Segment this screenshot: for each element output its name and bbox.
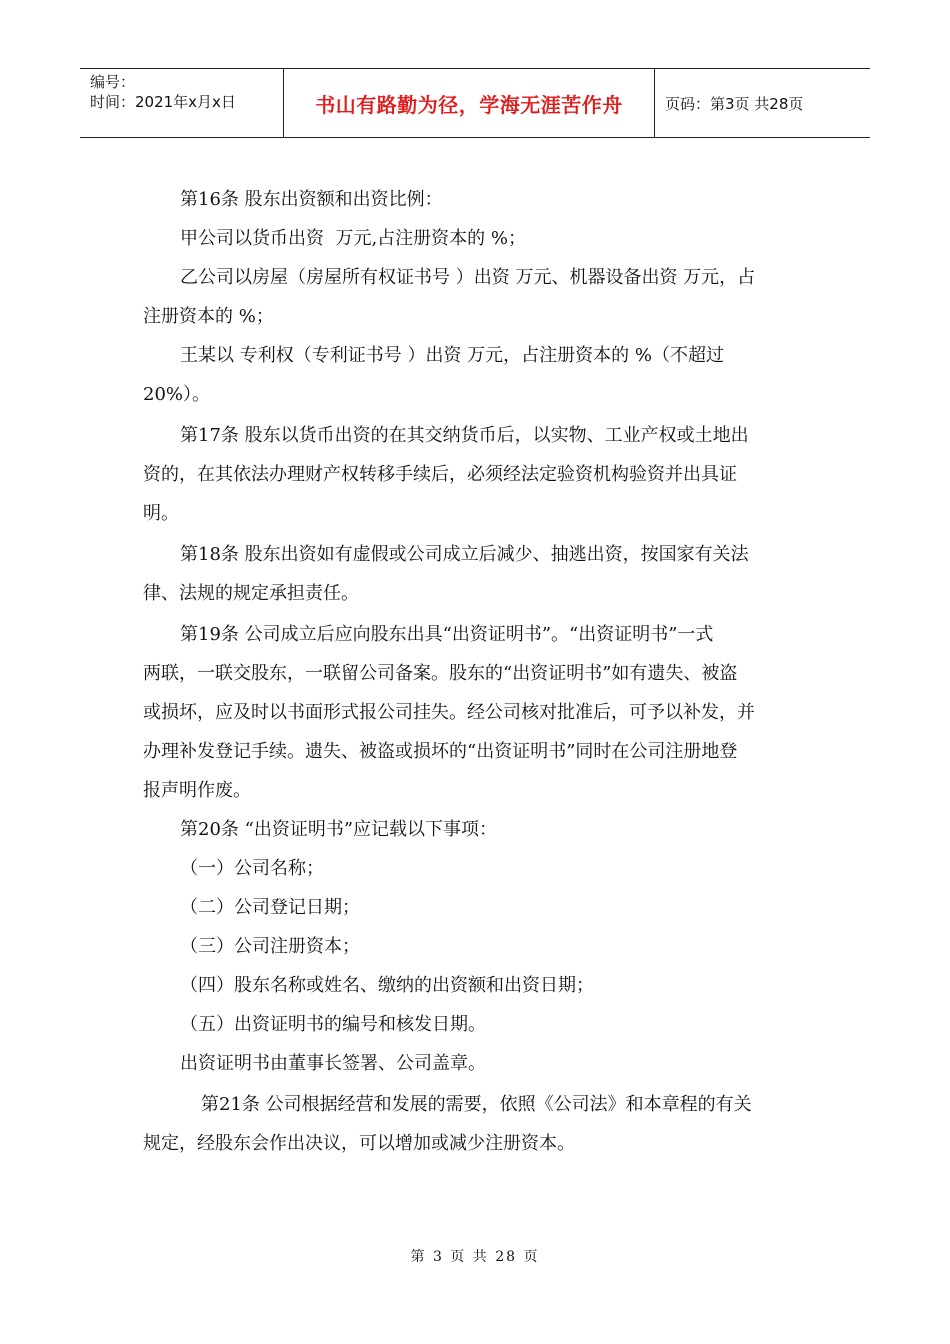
document-time-label: 时间：2021年x月x日 <box>90 93 236 111</box>
article-17-line-3: 明。 <box>143 503 179 524</box>
article-19-line-4: 办理补发登记手续。遗失、被盗或损坏的“出资证明书”同时在公司注册地登 <box>143 741 738 762</box>
document-body <box>143 180 805 1163</box>
article-20-item-4: （四）股东名称或姓名、缴纳的出资额和出资日期； <box>180 975 594 996</box>
article-19-line-5: 报声明作废。 <box>143 780 251 801</box>
document-number-label: 编号： <box>90 73 136 91</box>
article-16-item-c-line-1: 王某以 专利权（专利证书号 ）出资 万元，占注册资本的 %（不超过 <box>180 345 724 366</box>
article-20-item-1: （一）公司名称； <box>180 858 324 879</box>
article-17-line-1: 第17条 股东以货币出资的在其交纳货币后，以实物、工业产权或土地出 <box>180 425 749 446</box>
article-20-title: 第20条 “出资证明书”应记载以下事项： <box>180 819 498 840</box>
article-20-item-3: （三）公司注册资本； <box>180 936 360 957</box>
article-16-item-a: 甲公司以货币出资 万元,占注册资本的 %； <box>180 228 526 249</box>
header-page-info: 页码：第3页 共28页 <box>665 94 804 113</box>
header-motto: 书山有路勤为径，学海无涯苦作舟 <box>315 92 623 117</box>
article-16-item-c-line-2: 20%）。 <box>143 384 211 405</box>
article-18-line-1: 第18条 股东出资如有虚假或公司成立后减少、抽逃出资，按国家有关法 <box>180 544 749 565</box>
article-19-line-1: 第19条 公司成立后应向股东出具“出资证明书”。“出资证明书”一式 <box>180 624 714 645</box>
article-21-line-1: 第21条 公司根据经营和发展的需要，依照《公司法》和本章程的有关 <box>201 1094 752 1115</box>
article-20-item-5: （五）出资证明书的编号和核发日期。 <box>180 1014 486 1035</box>
page-header <box>80 68 870 138</box>
page-footer: 第 3 页 共 28 页 <box>410 1249 540 1265</box>
article-16-item-b-line-1: 乙公司以房屋（房屋所有权证书号 ）出资 万元、机器设备出资 万元，占 <box>180 267 756 288</box>
article-18-line-2: 律、法规的规定承担责任。 <box>143 583 359 604</box>
article-19-line-3: 或损坏，应及时以书面形式报公司挂失。经公司核对批准后，可予以补发，并 <box>143 702 755 723</box>
article-19-line-2: 两联，一联交股东，一联留公司备案。股东的“出资证明书”如有遗失、被盗 <box>143 663 738 684</box>
article-21-line-2: 规定，经股东会作出决议，可以增加或减少注册资本。 <box>143 1133 575 1154</box>
header-page-info-cell <box>655 69 870 137</box>
article-17-line-2: 资的，在其依法办理财产权转移手续后，必须经法定验资机构验资并出具证 <box>143 464 737 485</box>
article-20-item-2: （二）公司登记日期； <box>180 897 360 918</box>
header-motto-cell <box>284 69 655 137</box>
header-meta <box>80 69 284 137</box>
article-16-title: 第16条 股东出资额和出资比例： <box>180 189 443 210</box>
article-20-signature-note: 出资证明书由董事长签署、公司盖章。 <box>180 1053 486 1074</box>
article-16-item-b-line-2: 注册资本的 %； <box>143 306 274 327</box>
